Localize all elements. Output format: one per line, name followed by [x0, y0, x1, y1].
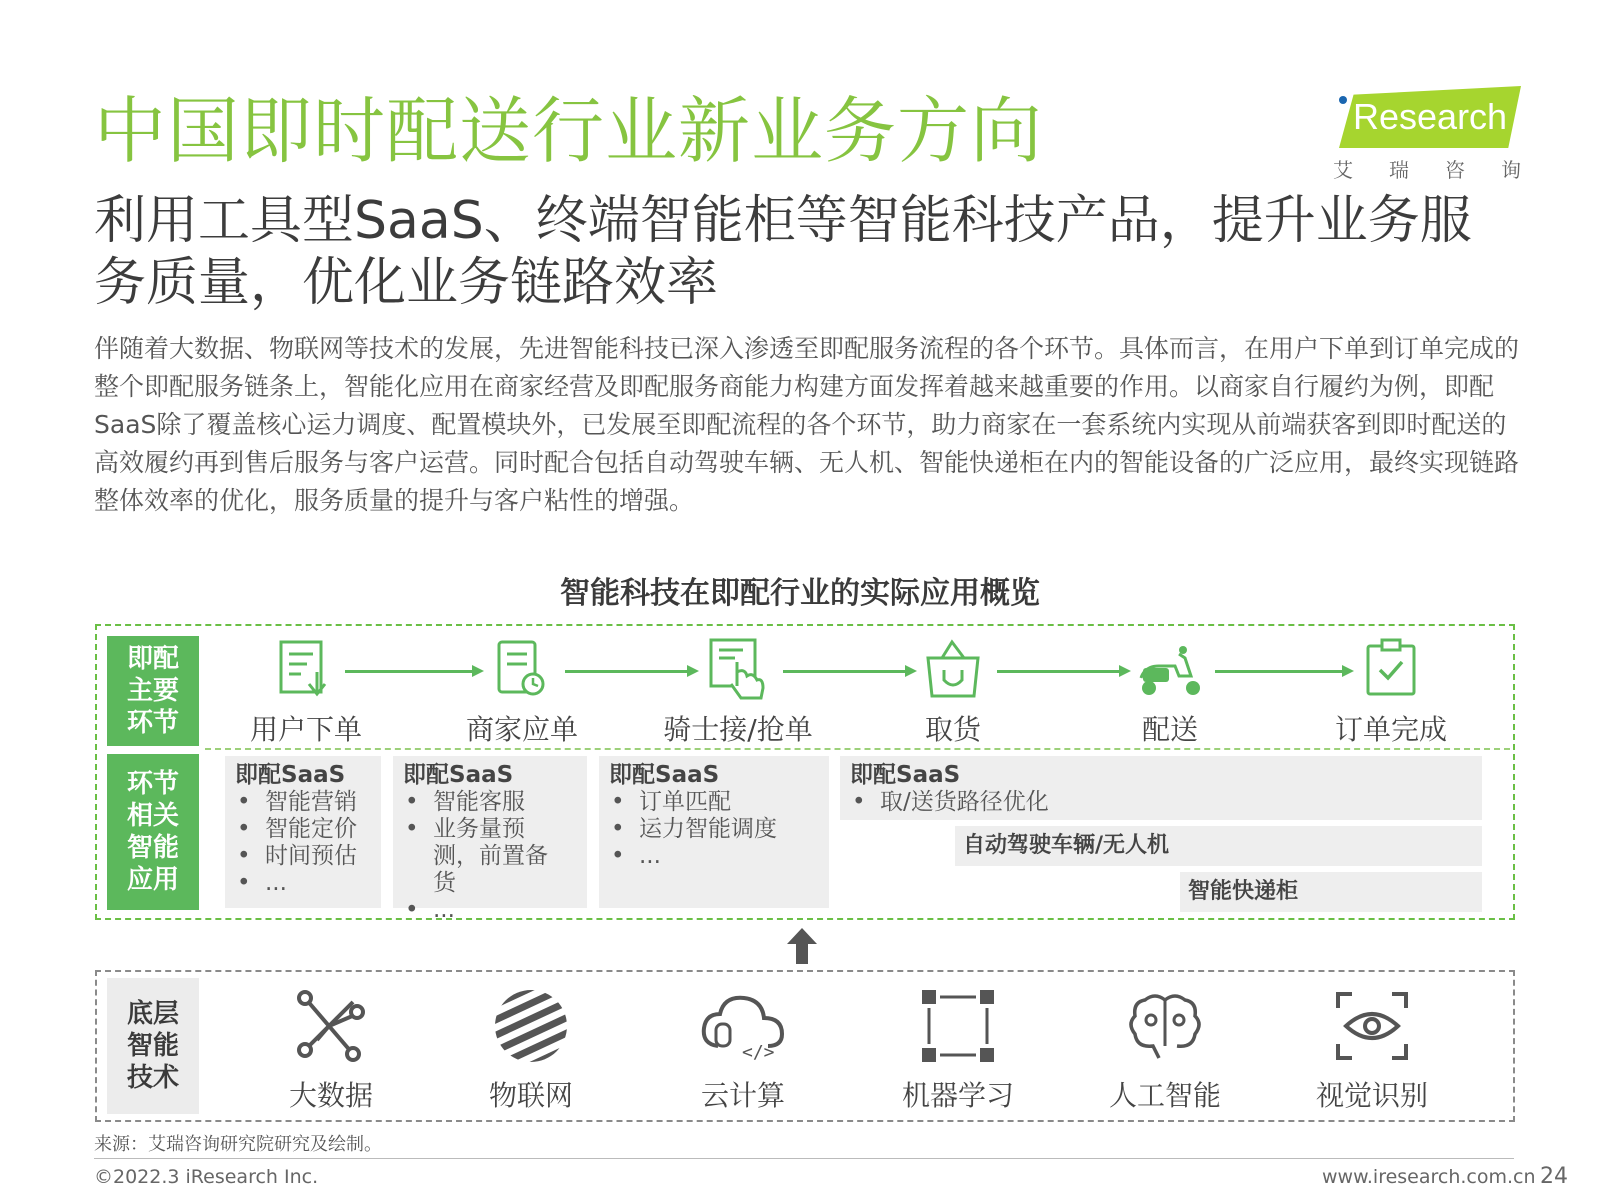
card-item: • ... — [639, 843, 819, 870]
card-item: • 订单匹配 — [639, 789, 819, 816]
tech-cloud — [658, 988, 828, 1114]
document-clock-icon — [487, 636, 557, 702]
step-merchant-accept — [437, 636, 607, 748]
saas-card-4 — [840, 756, 1482, 820]
section-divider — [205, 748, 1510, 750]
card-head: 即配SaaS — [235, 762, 346, 788]
tech-big-data — [246, 988, 416, 1114]
flow-arrow — [783, 670, 913, 673]
bar-autonomous-vehicle: 自动驾驶车辆/无人机 — [955, 826, 1482, 866]
side-label-text: 环节相关智能应用 — [126, 769, 179, 895]
card-list — [403, 789, 577, 924]
saas-card-1 — [225, 756, 381, 908]
side-label-text: 底层智能技术 — [126, 999, 179, 1093]
side-label-main-steps — [107, 636, 199, 746]
flow-arrow — [1215, 670, 1350, 673]
arrows-square-icon — [918, 988, 998, 1064]
step-order-complete — [1306, 636, 1476, 748]
tech-vision — [1287, 988, 1457, 1114]
tech-label: 大数据 — [288, 1079, 373, 1112]
order-form-icon — [271, 636, 341, 702]
flow-arrow — [997, 670, 1127, 673]
step-delivery — [1085, 636, 1255, 748]
body-paragraph: 伴随着大数据、物联网等技术的发展，先进智能科技已深入渗透至即配服务流程的各个环节。具体而言，在用户下单到订单完成的整个即配服务链条上，智能化应用在商家经营及即配服务商能力构建方面发挥着越来越重要的作用。以商家自行履约为例，即配SaaS除了覆盖核心运力调度、配置模块外，已发展至即配流程的各个环节，助力商家在一套系统内实现从前端获客到即时配送的高效履约再到售后服务与客户运营。同时配合包括自动驾驶车辆、无人机、智能快递柜在内的智能设备的广泛应用，最终实现链路整体效率的优化，服务质量的提升与客户粘性的增强。 — [94, 334, 1520, 515]
card-item: • 取/送货路径优化 — [880, 789, 1472, 816]
page-number: 24 — [1540, 1164, 1568, 1189]
card-head: 即配SaaS — [609, 762, 720, 788]
side-label-base-tech — [107, 978, 199, 1114]
eye-scan-icon — [1332, 988, 1412, 1064]
step-pickup — [868, 636, 1038, 748]
step-label: 商家应单 — [465, 713, 578, 746]
svg-text:</>: </> — [742, 1042, 775, 1063]
card-item: • 时间预估 — [265, 843, 371, 870]
card-item: • 运力智能调度 — [639, 816, 819, 843]
flow-arrow — [345, 670, 480, 673]
up-arrow-icon — [787, 928, 817, 964]
tech-ai — [1080, 988, 1250, 1114]
card-item: • ... — [433, 897, 577, 924]
tech-label: 云计算 — [700, 1079, 785, 1112]
tech-label: 机器学习 — [901, 1079, 1014, 1112]
step-label: 用户下单 — [249, 713, 362, 746]
card-item: • ... — [265, 870, 371, 897]
side-label-text: 即配主要环节 — [126, 644, 179, 738]
tech-label: 视觉识别 — [1315, 1079, 1428, 1112]
network-nodes-icon — [291, 988, 371, 1064]
saas-card-3 — [599, 756, 829, 908]
tech-label: 人工智能 — [1108, 1079, 1221, 1112]
step-label: 配送 — [1141, 713, 1198, 746]
cloud-code-icon — [698, 988, 788, 1064]
step-label: 订单完成 — [1334, 713, 1447, 746]
card-list — [609, 789, 819, 870]
scooter-icon — [1135, 636, 1205, 702]
tech-label: 物联网 — [488, 1079, 573, 1112]
card-list — [850, 789, 1472, 816]
footer-url[interactable]: www.iresearch.com.cn — [1322, 1166, 1536, 1188]
tech-iot — [446, 988, 616, 1114]
step-label: 骑士接/抢单 — [663, 713, 813, 746]
card-head: 即配SaaS — [850, 762, 961, 788]
iresearch-logo — [1333, 86, 1557, 182]
brain-icon — [1125, 988, 1205, 1064]
card-list — [235, 789, 371, 897]
logo-word: Research — [1353, 96, 1508, 137]
saas-card-2 — [393, 756, 587, 923]
source-note: 来源：艾瑞咨询研究院研究及绘制。 — [94, 1134, 382, 1155]
shopping-bag-icon — [918, 636, 988, 702]
step-rider-grab — [653, 636, 823, 748]
card-item: • 智能定价 — [265, 816, 371, 843]
card-item: • 业务量预测，前置备货 — [433, 816, 563, 897]
footer-divider — [94, 1158, 1514, 1159]
step-label: 取货 — [924, 713, 981, 746]
card-item: • 智能营销 — [265, 789, 371, 816]
globe-stripes-icon — [491, 988, 571, 1064]
bar-smart-locker: 智能快递柜 — [1180, 872, 1482, 912]
logo-cn: 艾瑞咨询 — [1333, 158, 1557, 182]
clipboard-check-icon — [1356, 636, 1426, 702]
logo-dot — [1339, 96, 1347, 104]
step-user-order — [221, 636, 391, 748]
page-title: 中国即时配送行业新业务方向 — [94, 89, 1044, 173]
hand-tap-icon — [703, 636, 773, 702]
diagram-title: 智能科技在即配行业的实际应用概览 — [560, 576, 1040, 611]
tech-machine-learning — [873, 988, 1043, 1114]
flow-arrow — [565, 670, 695, 673]
copyright: ©2022.3 iResearch Inc. — [94, 1166, 319, 1188]
page-subtitle: 利用工具型SaaS、终端智能柜等智能科技产品，提升业务服务质量，优化业务链路效率 — [94, 191, 1472, 313]
card-head: 即配SaaS — [403, 762, 514, 788]
side-label-smart-apps — [107, 754, 199, 910]
card-item: • 智能客服 — [433, 789, 577, 816]
